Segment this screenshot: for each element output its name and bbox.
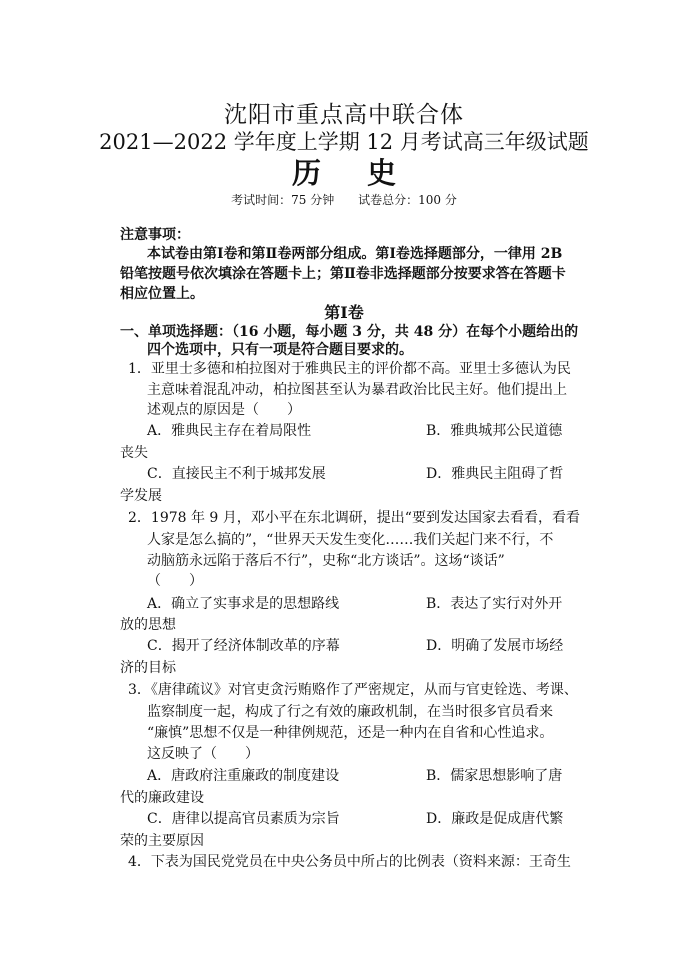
q1-option-b-cont: 丧失: [120, 445, 148, 461]
q2-option-c: C．揭开了经济体制改革的序幕: [147, 638, 340, 654]
q2-option-d-cont: 济的目标: [120, 660, 176, 676]
exam-score: 试卷总分：100 分: [358, 193, 457, 207]
exam-time: 考试时间：75 分钟: [231, 193, 335, 207]
q2-option-a: A．确立了实事求是的思想路线: [147, 596, 340, 612]
question-1-line: 述观点的原因是（ ）: [147, 402, 301, 418]
q2-option-b-cont: 放的思想: [120, 617, 176, 633]
notice-title: 注意事项：: [120, 227, 190, 243]
q3-option-d-cont: 荣的主要原因: [120, 833, 204, 849]
notice-line: 铅笔按题号依次填涂在答题卡上；第Ⅱ卷非选择题部分按要求答在答题卡: [120, 266, 566, 282]
question-3-line: 3．《唐律疏议》对官吏贪污贿赂作了严密规定，从而与官吏铨选、考课、: [128, 682, 578, 698]
question-2-line: （ ）: [147, 573, 203, 589]
q2-option-b: B．表达了实行对外开: [426, 596, 563, 612]
q3-option-b-cont: 代的廉政建设: [120, 790, 204, 806]
q1-option-d: D．雅典民主阻碍了哲: [426, 466, 564, 482]
question-1-line: 1．亚里士多德和柏拉图对于雅典民主的评价都不高。亚里士多德认为民: [128, 361, 571, 377]
question-2-line: 动脑筋永远陷于落后不行”，史称“北方谈话”。这场“谈话”: [147, 553, 505, 569]
notice-line: 本试卷由第Ⅰ卷和第Ⅱ卷两部分组成。第Ⅰ卷选择题部分，一律用 2B: [147, 246, 563, 262]
question-2-line: 人家是怎么搞的”，“世界天天发生变化……我们关起门来不行，不: [147, 532, 554, 548]
notice-line: 相应位置上。: [120, 286, 204, 302]
section-title: 第Ⅰ卷: [324, 303, 364, 322]
q1-option-b: B．雅典城邦公民道德: [426, 423, 563, 439]
section-intro: 四个选项中，只有一项是符合题目要求的。: [147, 342, 413, 358]
exam-title: 2021—2022 学年度上学期 12 月考试高三年级试题: [99, 130, 589, 154]
question-3-line: 这反映了（ ）: [147, 746, 259, 762]
section-intro: 一、单项选择题：（16 小题，每小题 3 分，共 48 分）在每个小题给出的: [120, 324, 579, 340]
question-1-line: 主意味着混乱冲动，柏拉图甚至认为暴君政治比民主好。他们提出上: [147, 382, 567, 398]
question-4-line: 4．下表为国民党党员在中央公务员中所占的比例表（资料来源：王奇生: [128, 854, 571, 870]
question-3-line: “廉慎”思想不仅是一种律例规范，还是一种内在自省和心性追求。: [147, 725, 554, 741]
q1-option-c: C．直接民主不利于城邦发展: [147, 466, 326, 482]
q3-option-a: A．唐政府注重廉政的制度建设: [147, 768, 340, 784]
school-name: 沈阳市重点高中联合体: [224, 102, 464, 128]
q2-option-d: D．明确了发展市场经: [426, 638, 564, 654]
subject-title: 历 史: [291, 156, 415, 190]
q1-option-d-cont: 学发展: [120, 488, 162, 504]
q1-option-a: A．雅典民主存在着局限性: [147, 423, 312, 439]
question-3-line: 监察制度一起，构成了行之有效的廉政机制，在当时很多官员看来: [147, 704, 553, 720]
q3-option-d: D．廉政是促成唐代繁: [426, 811, 564, 827]
q3-option-b: B．儒家思想影响了唐: [426, 768, 563, 784]
question-2-line: 2．1978 年 9 月，邓小平在东北调研，提出“要到发达国家去看看，看看: [128, 510, 580, 526]
exam-meta: [0, 191, 688, 208]
q3-option-c: C．唐律以提高官员素质为宗旨: [147, 811, 340, 827]
